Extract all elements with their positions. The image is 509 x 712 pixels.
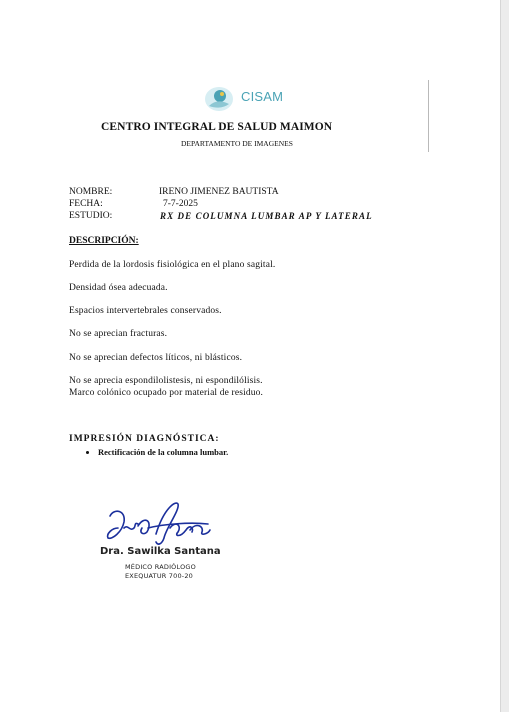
cisam-emblem-icon bbox=[203, 84, 239, 114]
doctor-title: MÉDICO RADIÓLOGO bbox=[125, 563, 196, 571]
handwritten-signature bbox=[104, 498, 214, 548]
organization-name: CENTRO INTEGRAL DE SALUD MAIMON bbox=[101, 121, 333, 133]
finding-line: Marco colónico ocupado por material de residuo. bbox=[69, 388, 264, 398]
finding-line: Perdida de la lordosis fisiológica en el plano sagital. bbox=[69, 260, 276, 270]
finding-line: Densidad ósea adecuada. bbox=[69, 283, 168, 293]
doctor-exequatur: EXEQUATUR 700-20 bbox=[125, 572, 194, 580]
name-label: NOMBRE: bbox=[69, 187, 113, 197]
vertical-scrollbar[interactable] bbox=[500, 0, 509, 712]
finding-line: No se aprecian defectos líticos, ni blásticos. bbox=[69, 353, 243, 363]
date-label: FECHA: bbox=[69, 199, 103, 209]
finding-line: No se aprecian fracturas. bbox=[69, 329, 168, 339]
logo-wordmark: CISAM bbox=[241, 89, 284, 104]
bullet-icon bbox=[86, 451, 89, 454]
description-heading: DESCRIPCIÓN: bbox=[69, 236, 139, 246]
finding-line: No se aprecia espondilolistesis, ni espondilólisis. bbox=[69, 376, 263, 386]
name-value: IRENO JIMENEZ BAUTISTA bbox=[159, 187, 279, 197]
study-value: RX DE COLUMNA LUMBAR AP Y LATERAL bbox=[160, 211, 373, 221]
impression-heading: IMPRESIÓN DIAGNÓSTICA: bbox=[69, 434, 220, 444]
impression-item bbox=[86, 447, 228, 457]
study-label: ESTUDIO: bbox=[69, 211, 113, 221]
header-divider bbox=[428, 80, 429, 152]
finding-line: Espacios intervertebrales conservados. bbox=[69, 306, 222, 316]
impression-item-text: Rectificación de la columna lumbar. bbox=[98, 447, 229, 457]
department-name: DEPARTAMENTO DE IMAGENES bbox=[181, 139, 293, 148]
cisam-logo bbox=[203, 84, 293, 114]
doctor-name: Dra. Sawilka Santana bbox=[100, 546, 221, 557]
date-value: 7-7-2025 bbox=[163, 199, 198, 209]
